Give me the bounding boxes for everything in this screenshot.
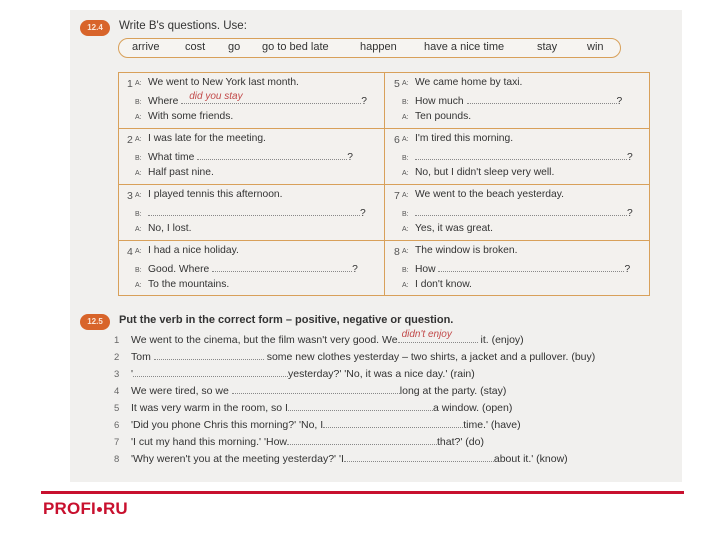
dialogue-item (119, 73, 381, 129)
dialogue-line (402, 133, 513, 147)
dialogue-item (119, 185, 381, 241)
answer-blank[interactable] (232, 384, 400, 394)
exercise-title: Put the verb in the correct form – positive, negative or question. (119, 314, 454, 326)
item-number: 2 (127, 134, 133, 146)
item-number: 5 (114, 403, 120, 414)
speaker-label: A: (402, 282, 409, 289)
dialogue-line (402, 223, 493, 237)
dialogue-line (135, 133, 266, 147)
answer-text: didn't enjoy (401, 329, 452, 340)
speaker-label: A: (135, 136, 142, 143)
dialogue-line (402, 189, 564, 203)
line-text: How much (415, 96, 464, 107)
logo-dot-icon (97, 507, 102, 512)
line-text: I had a nice holiday. (148, 245, 239, 256)
sentence-text: Tom (131, 351, 151, 363)
line-text: The window is broken. (415, 245, 518, 256)
line-text: What time (148, 152, 195, 163)
item-number: 1 (127, 78, 133, 90)
word-item: go to bed late (262, 41, 329, 53)
answer-blank[interactable] (287, 435, 437, 445)
word-item: happen (360, 41, 397, 53)
sentence-item (114, 350, 595, 364)
word-item: cost (185, 41, 206, 53)
dialogue-item (119, 241, 381, 297)
sentence-text: time.' (have) (463, 419, 521, 431)
sentence-item (114, 418, 521, 432)
dialogue-line (402, 279, 472, 293)
dialogue-grid (118, 72, 650, 296)
question-mark: ? (616, 96, 623, 107)
dialogue-line (402, 111, 471, 125)
answer-blank[interactable] (415, 150, 627, 160)
sentence-text: it. (enjoy) (480, 334, 524, 346)
sentence-text: about it.' (know) (493, 453, 568, 465)
item-number: 6 (394, 134, 400, 146)
sentence-item (114, 329, 524, 347)
answer-blank[interactable] (398, 329, 478, 343)
dialogue-line (135, 262, 358, 276)
dialogue-line (402, 94, 622, 108)
speaker-label: A: (135, 170, 142, 177)
sentence-text: It was very warm in the room, so I (131, 402, 288, 414)
dialogue-line (402, 206, 633, 220)
answer-text: did you stay (189, 91, 243, 102)
line-text: I was late for the meeting. (148, 133, 266, 144)
dialogue-line (402, 245, 517, 259)
line-text: I don't know. (415, 279, 472, 290)
speaker-label: A: (402, 248, 409, 255)
item-number: 7 (394, 190, 400, 202)
item-number: 5 (394, 78, 400, 90)
speaker-label: B: (135, 211, 142, 218)
site-logo[interactable] (43, 499, 128, 519)
speaker-label: A: (135, 248, 142, 255)
dialogue-item (386, 129, 648, 185)
dialogue-line (135, 206, 366, 220)
line-text: With some friends. (148, 111, 234, 122)
dialogue-line (135, 111, 233, 125)
exercise-number-badge: 12.5 (80, 314, 110, 330)
dialogue-line (402, 167, 554, 181)
item-number: 6 (114, 420, 120, 431)
sentence-text: 'Why weren't you at the meeting yesterday?' 'I (131, 453, 344, 465)
sentence-item (114, 401, 512, 415)
word-item: arrive (132, 41, 160, 53)
dialogue-item (386, 185, 648, 241)
sentence-text: yesterday?' 'No, it was a nice day.' (rain) (288, 368, 475, 380)
dialogue-line (135, 150, 353, 164)
word-item: have a nice time (424, 41, 505, 53)
question-mark: ? (361, 96, 367, 107)
item-number: 3 (127, 190, 133, 202)
sentence-text: a window. (open) (432, 402, 513, 414)
sentence-item (114, 452, 568, 466)
word-item: stay (537, 41, 558, 53)
exercise-title: Write B's questions. Use: (119, 20, 247, 32)
line-text: How (415, 264, 436, 275)
footer-divider (41, 491, 684, 494)
answer-blank[interactable] (344, 452, 494, 462)
sentence-text: ' (131, 368, 134, 380)
question-mark: ? (347, 152, 353, 163)
word-item: win (587, 41, 604, 53)
answer-blank[interactable] (154, 350, 264, 360)
item-number: 3 (114, 369, 120, 380)
sentence-text: some new clothes yesterday – two shirts, a jacket and a pullover. (buy) (266, 351, 596, 363)
dialogue-line (135, 279, 229, 293)
line-text: We went to the beach yesterday. (415, 189, 565, 200)
speaker-label: A: (135, 282, 142, 289)
line-text: We came home by taxi. (415, 77, 523, 88)
line-text: No, but I didn't sleep very well. (415, 167, 555, 178)
dialogue-line (135, 167, 214, 181)
speaker-label: A: (402, 136, 409, 143)
line-text: To the mountains. (148, 279, 230, 290)
sentence-text: that?' (do) (437, 436, 484, 448)
dialogue-line (135, 91, 367, 108)
answer-blank[interactable] (438, 262, 624, 272)
item-number: 2 (114, 352, 120, 363)
line-text: Half past nine. (148, 167, 214, 178)
sentence-item (114, 384, 506, 398)
speaker-label: B: (135, 267, 142, 274)
sentence-item (114, 435, 484, 449)
line-text: Ten pounds. (415, 111, 472, 122)
speaker-label: B: (402, 211, 409, 218)
item-number: 8 (394, 246, 400, 258)
dialogue-item (386, 73, 648, 129)
dialogue-line (135, 223, 192, 237)
question-mark: ? (627, 208, 633, 219)
line-text: We went to New York last month. (148, 77, 299, 88)
dialogue-line (135, 77, 299, 91)
exercise-number-badge: 12.4 (80, 20, 110, 36)
textbook-page (70, 10, 682, 482)
logo-text: RU (102, 499, 128, 518)
speaker-label: A: (402, 114, 409, 121)
item-number: 1 (114, 335, 120, 346)
speaker-label: B: (135, 99, 142, 106)
dialogue-line (135, 245, 239, 259)
dialogue-line (402, 262, 630, 276)
answer-blank[interactable] (323, 418, 463, 428)
answer-blank[interactable] (133, 367, 288, 377)
answer-blank[interactable] (148, 206, 360, 216)
line-text: Where (148, 96, 179, 107)
sentence-text: 'I cut my hand this morning.' 'How (131, 436, 287, 448)
speaker-label: A: (135, 226, 142, 233)
answer-blank[interactable] (181, 91, 361, 104)
dialogue-item (386, 241, 648, 297)
speaker-label: A: (402, 170, 409, 177)
dialogue-line (402, 77, 522, 91)
question-mark: ? (627, 152, 633, 163)
question-mark: ? (352, 264, 358, 275)
item-number: 4 (127, 246, 133, 258)
dialogue-line (135, 189, 283, 203)
speaker-label: A: (402, 80, 409, 87)
line-text: Yes, it was great. (415, 223, 494, 234)
answer-blank[interactable] (415, 206, 627, 216)
line-text: Good. Where (148, 264, 210, 275)
item-number: 7 (114, 437, 120, 448)
line-text: I'm tired this morning. (415, 133, 514, 144)
speaker-label: B: (402, 99, 409, 106)
item-number: 4 (114, 386, 120, 397)
speaker-label: A: (135, 192, 142, 199)
speaker-label: A: (402, 226, 409, 233)
speaker-label: A: (135, 114, 142, 121)
line-text: No, I lost. (148, 223, 192, 234)
line-text: I played tennis this afternoon. (148, 189, 283, 200)
dialogue-item (119, 129, 381, 185)
speaker-label: A: (135, 80, 142, 87)
question-mark: ? (624, 264, 631, 275)
word-box (118, 38, 621, 58)
question-mark: ? (360, 208, 366, 219)
sentence-item (114, 367, 475, 381)
sentence-text: 'Did you phone Chris this morning?' 'No, I (131, 419, 324, 431)
speaker-label: A: (402, 192, 409, 199)
dialogue-line (402, 150, 633, 164)
answer-blank[interactable] (288, 401, 433, 411)
answer-blank[interactable] (197, 150, 347, 160)
sentence-text: We went to the cinema, but the film wasn't very good. We (131, 334, 398, 346)
answer-blank[interactable] (212, 262, 352, 272)
sentence-text: long at the party. (stay) (399, 385, 507, 397)
speaker-label: B: (135, 155, 142, 162)
speaker-label: B: (402, 155, 409, 162)
item-number: 8 (114, 454, 120, 465)
sentence-text: We were tired, so we (131, 385, 229, 397)
logo-text: PROFI (43, 499, 96, 518)
speaker-label: B: (402, 267, 409, 274)
word-item: go (228, 41, 241, 53)
answer-blank[interactable] (467, 94, 617, 104)
